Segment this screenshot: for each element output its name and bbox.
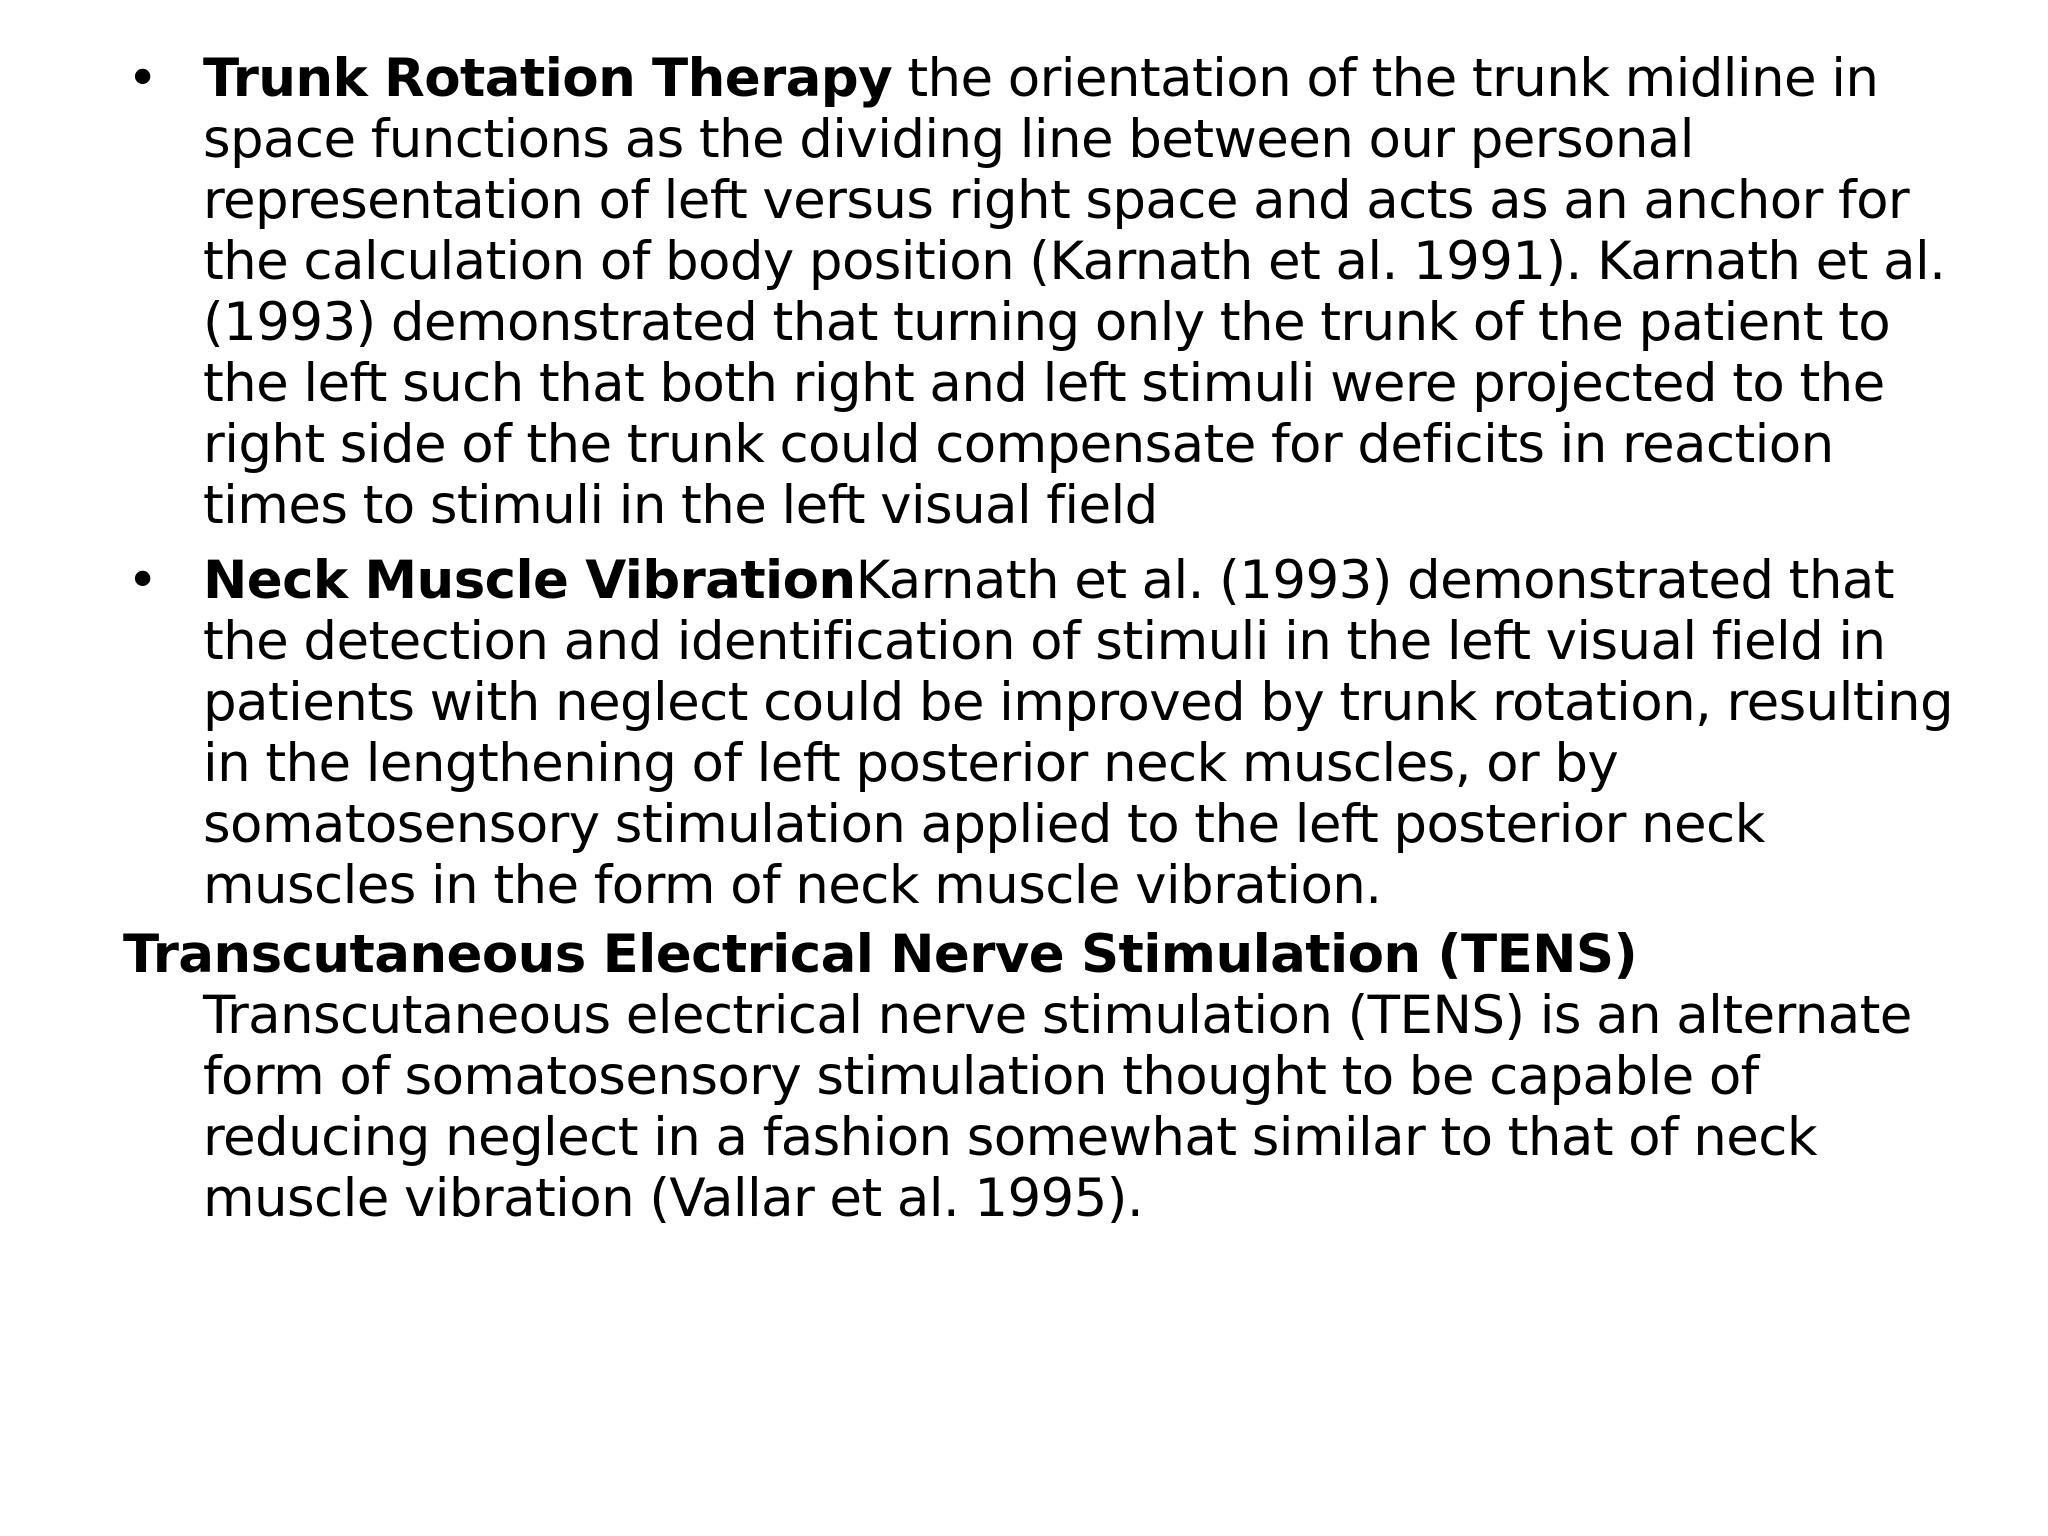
description-trunk-rotation-therapy: the orientation of the trunk midline in space functions as the dividing line between our personal representation of left versus right space and acts as an anchor for the calculation of body position (Karnath et al. 1991). Karnath et al. (1993) demonstrated that turning only the trunk of the patient to the left such that both right and left stimuli were projected to the right side of the trunk could compensate for deficits in reaction times to stimuli in the left visual field [203,48,1946,536]
bullet-marker: • [127,48,158,109]
term-tens: Transcutaneous Electrical Nerve Stimulation (TENS) [123,924,1638,985]
term-neck-muscle-vibration: Neck Muscle Vibration [203,550,856,611]
bullet-marker: • [127,550,158,611]
paragraph-tens [123,924,1983,1229]
bullet-neck-muscle-vibration [123,550,1983,916]
bullet-trunk-rotation-therapy [123,48,1983,536]
description-neck-muscle-vibration: Karnath et al. (1993) demonstrated that the detection and identification of stimuli in the left visual field in patients with neglect could be improved by trunk rotation, resulting in the lengthening of left posterior neck muscles, or by somatosensory stimulation applied to the left posterior neck muscles in the form of neck muscle vibration. [203,550,1954,916]
slide-content [123,48,1983,1229]
term-trunk-rotation-therapy: Trunk Rotation Therapy [203,48,893,109]
description-tens: Transcutaneous electrical nerve stimulation (TENS) is an alternate form of somatosensory stimulation thought to be capable of reducing neglect in a fashion somewhat similar to that of neck muscle vibration (Vallar et al. 1995). [203,985,1912,1229]
